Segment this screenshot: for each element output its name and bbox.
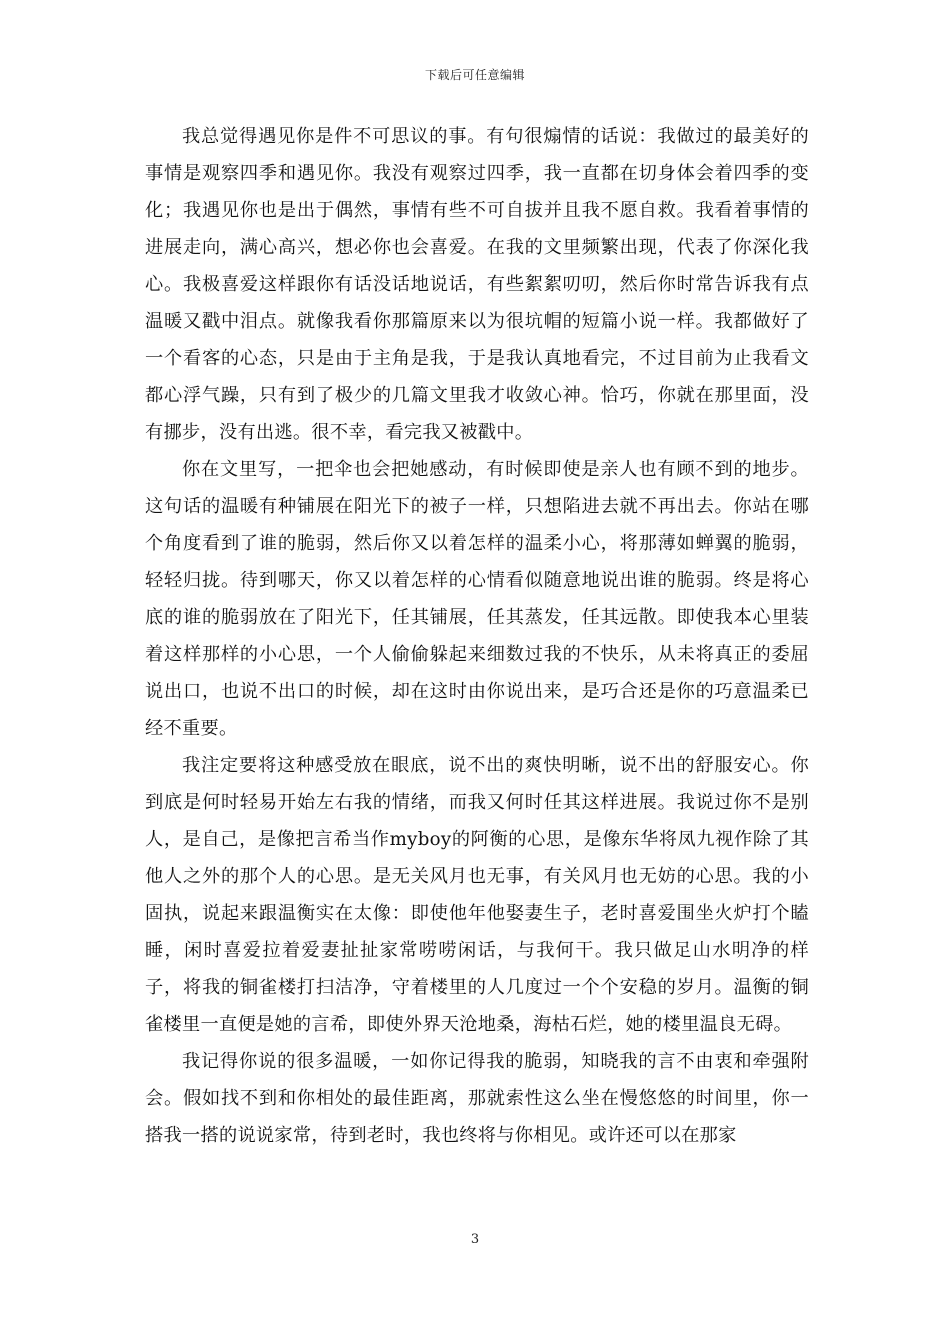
page-header: 下载后可任意编辑 <box>424 68 525 82</box>
paragraph-2: 你在文里写，一把伞也会把她感动，有时候即使是亲人也有顾不到的地步。这句话的温暖有种铺展在阳光下的被子一样，只想陷进去就不再出去。你站在哪个角度看到了谁的脆弱，然后你又以着怎样的温柔小心，将那薄如蝉翼的脆弱，轻轻归拢。待到哪天，你又以着怎样的心情看似随意地说出谁的脆弱。终是将心底的谁的脆弱放在了阳光下，任其铺展，任其蒸发，任其远散。即使我本心里装着这样那样的小心思，一个人偷偷躲起来细数过我的不快乐，从未将真正的委屈说出口，也说不出口的时候，却在这时由你说出来，是巧合还是你的巧意温柔已经不重要。 <box>145 459 809 739</box>
page-number: 3 <box>470 1232 480 1247</box>
paragraph-1: 我总觉得遇见你是件不可思议的事。有句很煽情的话说：我做过的最美好的事情是观察四季和遇见你。我没有观察过四季，我一直都在切身体会着四季的变化；我遇见你也是出于偶然，事情有些不可自拔并且我不愿自救。我看着事情的进展走向，满心高兴，想必你也会喜爱。在我的文里频繁出现，代表了你深化我心。我极喜爱这样跟你有话没话地说话，有些絮絮叨叨，然后你时常告诉我有点温暖又戳中泪点。就像我看你那篇原来以为很坑帽的短篇小说一样。我都做好了一个看客的心态，只是由于主角是我，于是我认真地看完，不过目前为止我看文都心浮气躁，只有到了极少的几篇文里我才收敛心神。恰巧，你就在那里面，没有挪步，没有出逃。很不幸，看完我又被戳中。 <box>145 126 809 443</box>
paragraph-3: 我注定要将这种感受放在眼底，说不出的爽快明晰，说不出的舒服安心。你到底是何时轻易开始左右我的情绪，而我又何时任其这样进展。我说过你不是别人，是自己，是像把言希当作myboy的阿衡的心思，是像东华将凤九视作除了其他人之外的那个人的心思。是无关风月也无事，有关风月也无妨的心思。我的小固执，说起来跟温衡实在太像：即使他年他娶妻生子，老时喜爱围坐火炉打个瞌睡，闲时喜爱拉着爱妻扯扯家常唠唠闲话，与我何干。我只做足山水明净的样子，将我的铜雀楼打扫洁净，守着楼里的人几度过一个个安稳的岁月。温衡的铜雀楼里一直便是她的言希，即使外界天沧地桑，海枯石烂，她的楼里温良无碍。 <box>145 755 809 1035</box>
paragraph-4: 我记得你说的很多温暖，一如你记得我的脆弱，知晓我的言不由衷和牵强附会。假如找不到和你相处的最佳距离，那就索性这么坐在慢悠悠的时间里，你一搭我一搭的说说家常，待到老时，我也终将与你相见。或许还可以在那家 <box>145 1051 809 1146</box>
document-body <box>145 118 809 1154</box>
